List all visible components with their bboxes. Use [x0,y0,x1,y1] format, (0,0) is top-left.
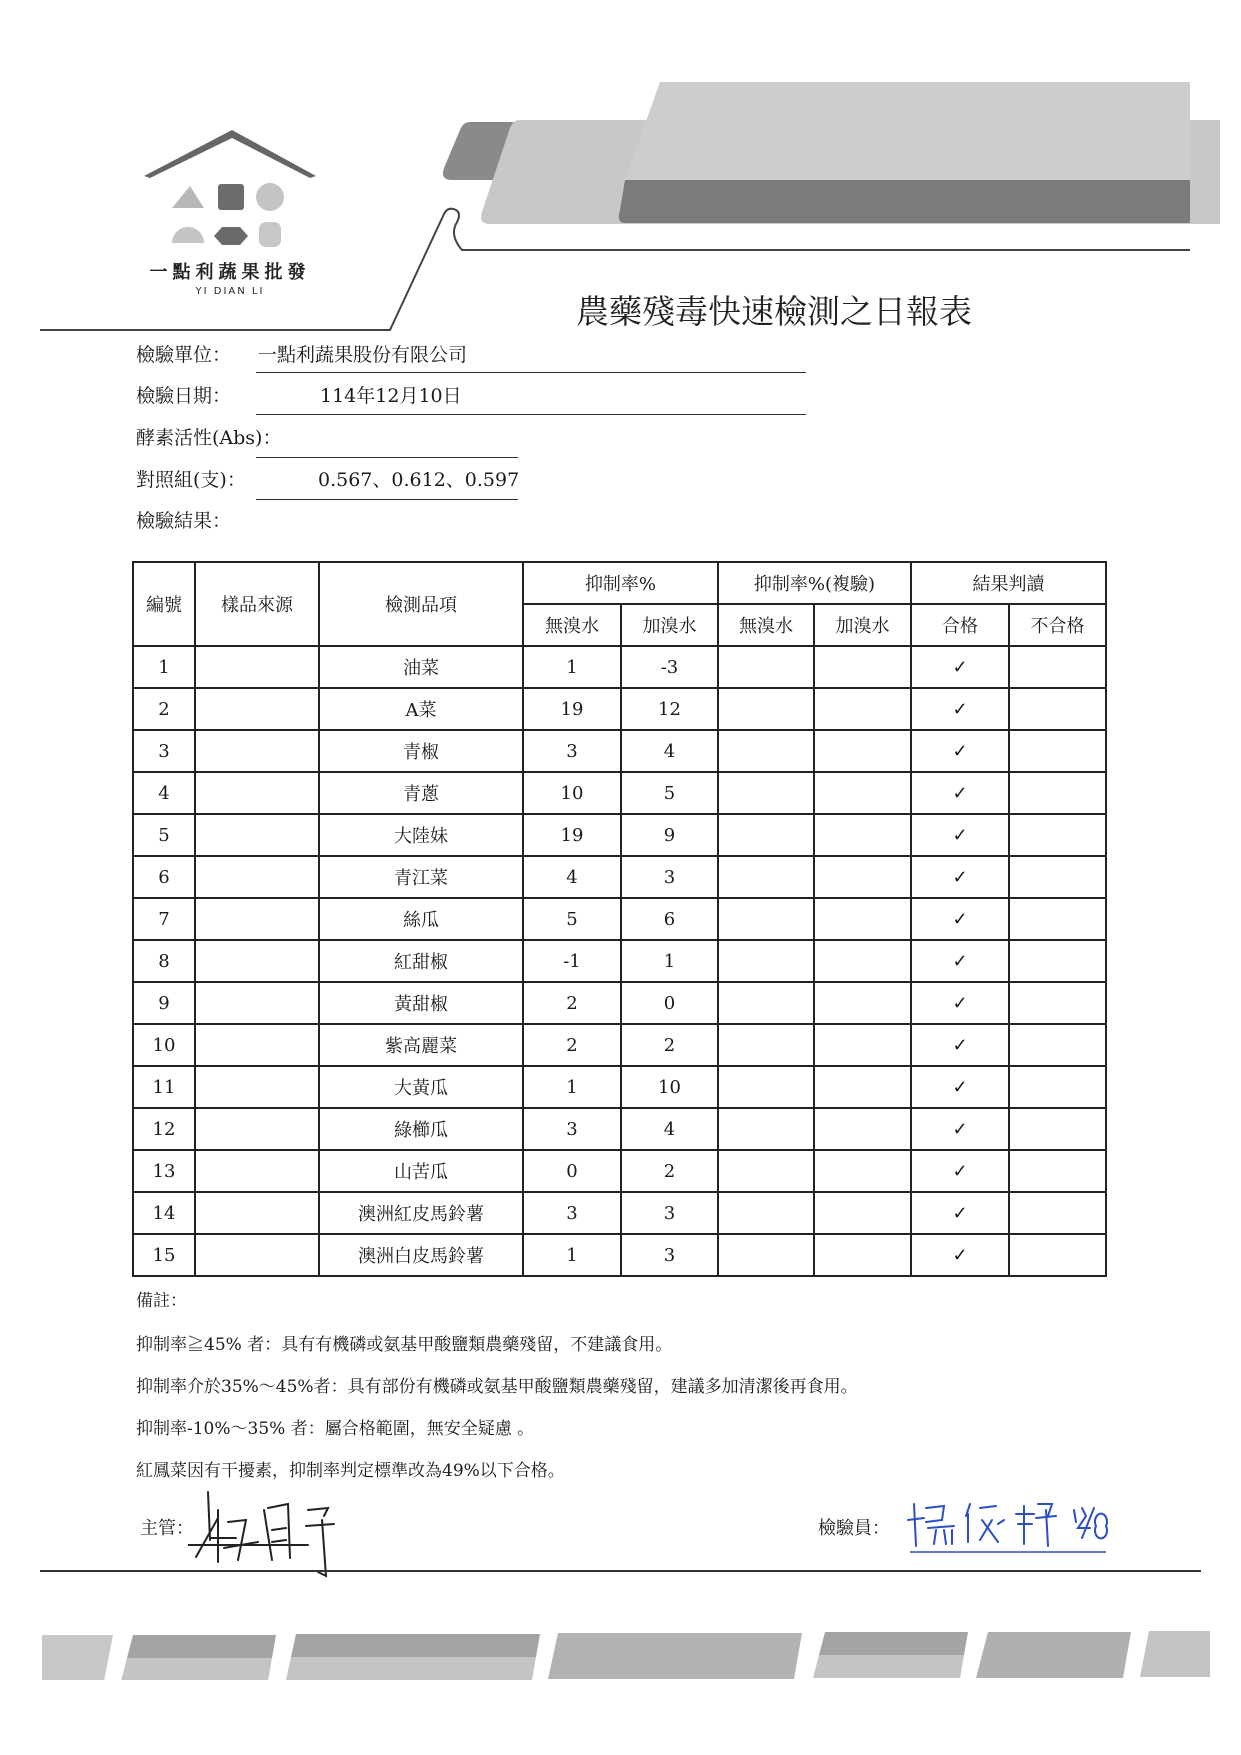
row-retest-no-bromine [718,982,814,1024]
table-row [133,646,1106,688]
row-no: 10 [133,1024,195,1066]
header-no-bromine: 無溴水 [523,604,621,646]
unit-underline [256,372,806,373]
table-row [133,1108,1106,1150]
unit-value: 一點利蔬果股份有限公司 [258,344,468,366]
header-row-1 [133,562,1106,604]
row-fail [1009,772,1106,814]
header-pass: 合格 [911,604,1009,646]
row-rate-with-bromine: 12 [621,688,718,730]
row-source [195,940,319,982]
note-line: 紅鳳菜因有干擾素，抑制率判定標準改為49%以下合格。 [136,1461,565,1481]
row-source [195,1150,319,1192]
row-source [195,1024,319,1066]
row-fail [1009,1108,1106,1150]
row-rate-with-bromine: 3 [621,1192,718,1234]
row-retest-with-bromine [814,1108,911,1150]
inspector-signature [906,1494,1126,1554]
note-line: 抑制率-10%～35% 者：屬合格範圍，無安全疑慮 。 [136,1419,535,1439]
notes-section [136,1286,858,1492]
control-value: 0.567、0.612、0.597 [318,469,520,491]
row-retest-no-bromine [718,814,814,856]
table-row [133,772,1106,814]
header-judgement: 結果判讀 [911,562,1106,604]
row-source [195,646,319,688]
logo-name-en: YI DIAN LI [195,286,265,297]
row-item: 青椒 [319,730,523,772]
row-pass: ✓ [911,1066,1009,1108]
enzyme-label: 酵素活性(Abs)： [136,427,282,449]
row-retest-no-bromine [718,730,814,772]
table-row [133,1150,1106,1192]
row-rate-no-bromine: 1 [523,646,621,688]
row-pass: ✓ [911,688,1009,730]
row-retest-no-bromine [718,856,814,898]
row-pass: ✓ [911,1108,1009,1150]
row-source [195,898,319,940]
row-retest-no-bromine [718,772,814,814]
row-source [195,772,319,814]
row-source [195,1234,319,1276]
row-rate-with-bromine: 6 [621,898,718,940]
row-fail [1009,1192,1106,1234]
row-item: A菜 [319,688,523,730]
row-item: 紫高麗菜 [319,1024,523,1066]
row-source [195,1192,319,1234]
results-table [132,561,1107,1277]
row-retest-no-bromine [718,646,814,688]
date-value: 114年12月10日 [320,385,462,407]
row-no: 14 [133,1192,195,1234]
row-fail [1009,646,1106,688]
row-pass: ✓ [911,1150,1009,1192]
logo-icon [144,130,316,247]
row-no: 3 [133,730,195,772]
supervisor-signature [188,1480,388,1580]
row-retest-with-bromine [814,982,911,1024]
row-rate-with-bromine: -3 [621,646,718,688]
row-no: 5 [133,814,195,856]
field-result [136,506,231,536]
row-no: 9 [133,982,195,1024]
footer-bands [0,1615,1241,1680]
row-item: 青蔥 [319,772,523,814]
row-rate-no-bromine: 0 [523,1150,621,1192]
header-fail: 不合格 [1009,604,1106,646]
row-retest-with-bromine [814,688,911,730]
row-rate-with-bromine: 2 [621,1150,718,1192]
table-row [133,940,1106,982]
row-rate-no-bromine: 5 [523,898,621,940]
row-source [195,730,319,772]
row-fail [1009,814,1106,856]
row-rate-with-bromine: 4 [621,730,718,772]
row-fail [1009,730,1106,772]
row-item: 澳洲紅皮馬鈴薯 [319,1192,523,1234]
notes-title: 備註： [136,1291,187,1311]
row-fail [1009,1234,1106,1276]
row-fail [1009,1024,1106,1066]
row-retest-no-bromine [718,688,814,730]
row-rate-no-bromine: 3 [523,1108,621,1150]
table-row [133,898,1106,940]
row-pass: ✓ [911,1024,1009,1066]
row-no: 4 [133,772,195,814]
row-item: 大黃瓜 [319,1066,523,1108]
row-no: 7 [133,898,195,940]
table-row [133,1066,1106,1108]
field-date [136,381,462,411]
row-rate-with-bromine: 5 [621,772,718,814]
header-with-bromine-retest: 加溴水 [814,604,911,646]
row-no: 12 [133,1108,195,1150]
control-underline [256,499,518,500]
row-rate-with-bromine: 1 [621,940,718,982]
row-retest-with-bromine [814,730,911,772]
row-item: 山苦瓜 [319,1150,523,1192]
row-retest-with-bromine [814,1234,911,1276]
row-rate-with-bromine: 2 [621,1024,718,1066]
row-pass: ✓ [911,982,1009,1024]
row-pass: ✓ [911,772,1009,814]
row-source [195,856,319,898]
row-item: 油菜 [319,646,523,688]
table-row [133,856,1106,898]
result-label: 檢驗結果： [136,510,232,532]
row-retest-no-bromine [718,940,814,982]
row-no: 8 [133,940,195,982]
row-rate-with-bromine: 3 [621,1234,718,1276]
row-rate-no-bromine: 2 [523,982,621,1024]
row-item: 黃甜椒 [319,982,523,1024]
row-retest-with-bromine [814,646,911,688]
row-rate-no-bromine: 2 [523,1024,621,1066]
table-row [133,730,1106,772]
row-retest-no-bromine [718,1108,814,1150]
row-rate-no-bromine: 1 [523,1234,621,1276]
row-pass: ✓ [911,940,1009,982]
row-rate-with-bromine: 4 [621,1108,718,1150]
row-rate-no-bromine: 10 [523,772,621,814]
row-source [195,1066,319,1108]
supervisor-label: 主管： [140,1518,194,1539]
row-retest-no-bromine [718,1234,814,1276]
header-rate: 抑制率% [523,562,718,604]
note-line: 抑制率介於35%～45%者：具有部份有機磷或氨基甲酸鹽類農藥殘留，建議多加清潔後再食用。 [136,1377,858,1397]
table-row [133,688,1106,730]
table-row [133,1024,1106,1066]
row-retest-with-bromine [814,940,911,982]
header-no-bromine-retest: 無溴水 [718,604,814,646]
row-fail [1009,1150,1106,1192]
table-row [133,1234,1106,1276]
table-row [133,982,1106,1024]
row-retest-no-bromine [718,1024,814,1066]
header-bands [443,82,1220,224]
row-rate-with-bromine: 0 [621,982,718,1024]
row-item: 青江菜 [319,856,523,898]
header-rate-retest: 抑制率%(複驗) [718,562,911,604]
document-title: 農藥殘毒快速檢測之日報表 [576,292,972,331]
row-rate-no-bromine: 19 [523,688,621,730]
note-line: 抑制率≧45% 者：具有有機磷或氨基甲酸鹽類農藥殘留，不建議食用。 [136,1335,673,1355]
row-no: 1 [133,646,195,688]
row-retest-with-bromine [814,1150,911,1192]
row-retest-with-bromine [814,1192,911,1234]
row-no: 11 [133,1066,195,1108]
row-fail [1009,1066,1106,1108]
row-no: 6 [133,856,195,898]
field-unit [136,340,468,370]
row-fail [1009,898,1106,940]
row-rate-no-bromine: 19 [523,814,621,856]
row-rate-with-bromine: 10 [621,1066,718,1108]
row-pass: ✓ [911,856,1009,898]
header-with-bromine: 加溴水 [621,604,718,646]
row-item: 大陸妹 [319,814,523,856]
row-rate-no-bromine: 1 [523,1066,621,1108]
header-source: 樣品來源 [195,562,319,646]
field-enzyme [136,423,281,453]
logo-name-cn: 一點利蔬果批發 [149,262,311,283]
row-no: 13 [133,1150,195,1192]
date-label: 檢驗日期： [136,385,232,407]
inspector-label: 檢驗員： [818,1518,890,1539]
field-control [136,465,520,495]
row-rate-no-bromine: 3 [523,730,621,772]
row-fail [1009,688,1106,730]
header-item: 檢測品項 [319,562,523,646]
row-pass: ✓ [911,898,1009,940]
row-retest-no-bromine [718,898,814,940]
row-no: 15 [133,1234,195,1276]
table-row [133,1192,1106,1234]
row-retest-no-bromine [718,1150,814,1192]
control-label: 對照組(支)： [136,469,246,491]
row-retest-with-bromine [814,772,911,814]
enzyme-underline [256,457,518,458]
row-fail [1009,940,1106,982]
row-retest-with-bromine [814,1066,911,1108]
row-rate-with-bromine: 3 [621,856,718,898]
row-pass: ✓ [911,814,1009,856]
row-retest-no-bromine [718,1066,814,1108]
row-item: 澳洲白皮馬鈴薯 [319,1234,523,1276]
row-retest-with-bromine [814,898,911,940]
bottom-rule [40,1570,1201,1572]
row-fail [1009,982,1106,1024]
row-item: 綠櫛瓜 [319,1108,523,1150]
row-pass: ✓ [911,730,1009,772]
row-retest-no-bromine [718,1192,814,1234]
row-no: 2 [133,688,195,730]
row-retest-with-bromine [814,856,911,898]
row-rate-no-bromine: 4 [523,856,621,898]
date-underline [256,414,806,415]
row-pass: ✓ [911,646,1009,688]
row-item: 絲瓜 [319,898,523,940]
row-rate-no-bromine: 3 [523,1192,621,1234]
unit-label: 檢驗單位： [136,344,232,366]
row-pass: ✓ [911,1234,1009,1276]
row-source [195,688,319,730]
table-row [133,814,1106,856]
row-source [195,814,319,856]
row-rate-with-bromine: 9 [621,814,718,856]
row-source [195,1108,319,1150]
header-no: 編號 [133,562,195,646]
row-source [195,982,319,1024]
row-pass: ✓ [911,1192,1009,1234]
row-item: 紅甜椒 [319,940,523,982]
row-rate-no-bromine: -1 [523,940,621,982]
row-retest-with-bromine [814,1024,911,1066]
row-retest-with-bromine [814,814,911,856]
row-fail [1009,856,1106,898]
